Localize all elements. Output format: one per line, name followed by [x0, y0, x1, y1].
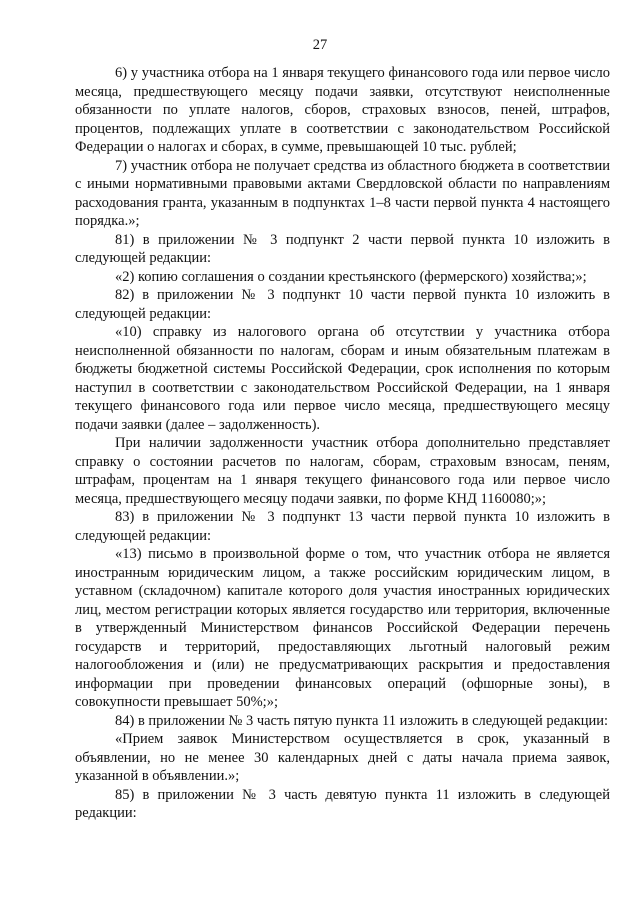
page-number: 27 [312, 37, 328, 53]
paragraph-quote-82-continued: При наличии задолженности участник отбора дополнительно представляет справку о состоянии расчетов по налогам, сборам, страховым взносам, пеням, штрафам, процентам на 1 января текущего финансового года или первое число месяца, предшествующего месяцу подачи заявки, по форме КНД 1160080;»; [75, 435, 610, 507]
paragraph-amendment-82: 82) в приложении № 3 подпункт 10 части первой пункта 10 изложить в следующей редакции: [75, 287, 610, 322]
paragraph-amendment-85: 85) в приложении № 3 часть девятую пункта 11 изложить в следующей редакции: [75, 786, 610, 821]
paragraph-amendment-83: 83) в приложении № 3 подпункт 13 части первой пункта 10 изложить в следующей редакции: [75, 509, 610, 544]
paragraph-quote-81: «2) копию соглашения о создании крестьянского (фермерского) хозяйства;»; [115, 268, 587, 285]
paragraph-quote-82: «10) справку из налогового органа об отсутствии у участника отбора неисполненной обязанности по налогам, сборам и иным обязательным платежам в бюджеты бюджетной системы Российской Федерации, срок исполнения по которым наступил в соответствии с законодательством Российской Федерации, на 1 января текущего финансового года или первое число месяца, предшествующего месяцу подачи заявки (далее – задолженность). [75, 324, 610, 433]
paragraph-item-7: 7) участник отбора не получает средства из областного бюджета в соответствии с иными нормативными правовыми актами Свердловской области по направлениям расходования гранта, указанным в подпунктах 1–8 части первой пункта 4 настоящего порядка.»; [75, 157, 610, 229]
paragraph-quote-83: «13) письмо в произвольной форме о том, что участник отбора не является иностранным юридическим лицом, а также российским юридическим лицом, в уставном (складочном) капитале которого доля участия иностранных юридических лиц, местом регистрации которых является государство или территория, включенные в утвержденный Министерством финансов Российской Федерации перечень государств и территорий, предоставляющих льготный налоговый режим налогообложения и (или) не предусматривающих раскрытия и предоставления информации при проведении финансовых операций (офшорные зоны), в совокупности превышает 50%;»; [75, 546, 610, 710]
paragraph-amendment-84: 84) в приложении № 3 часть пятую пункта 11 изложить в следующей редакции: [115, 712, 609, 729]
paragraph-amendment-81: 81) в приложении № 3 подпункт 2 части первой пункта 10 изложить в следующей редакции: [75, 231, 610, 266]
document-body [75, 64, 610, 823]
paragraph-quote-84: «Прием заявок Министерством осуществляется в срок, указанный в объявлении, но не менее 30 календарных дней с даты начала приема заявок, указанной в объявлении.»; [75, 731, 610, 784]
paragraph-item-6: 6) у участника отбора на 1 января текущего финансового года или первое число месяца, предшествующего месяцу подачи заявки, отсутствуют неисполненные обязанности по уплате налогов, сборов, страховых взносов, пеней, штрафов, процентов, подлежащих уплате в соответствии с законодательством Российской Федерации о налогах и сборах, в сумме, превышающей 10 тыс. рублей; [75, 65, 610, 155]
